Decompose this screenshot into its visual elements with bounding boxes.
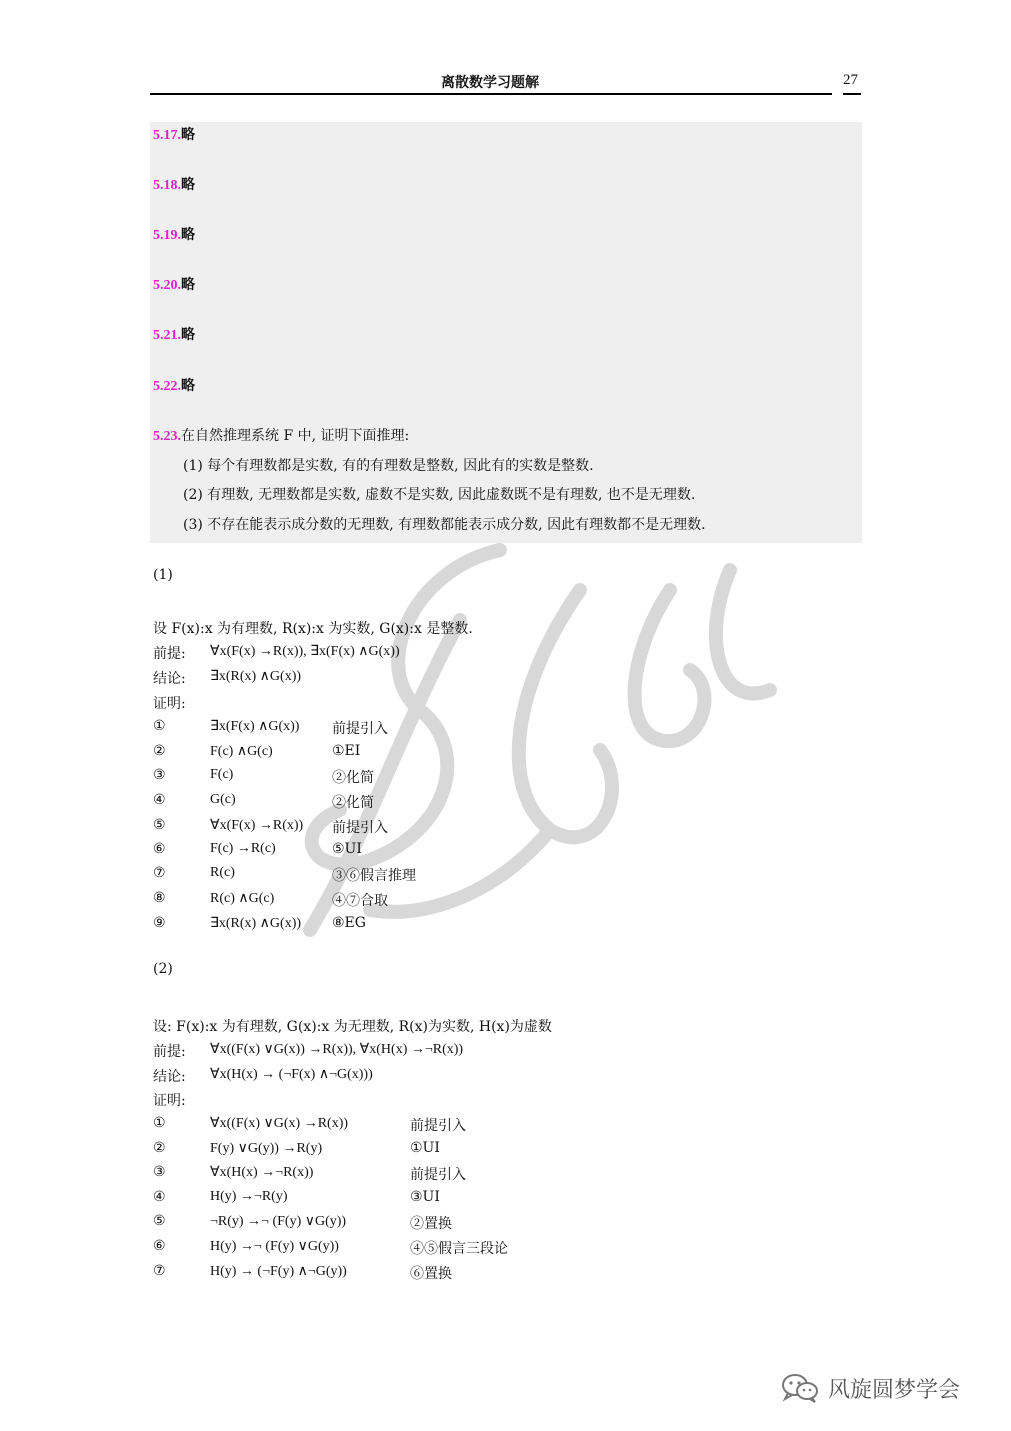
step-reason: ②化简 [332,770,374,786]
part-1-premise: ∀x(F(x) →R(x)), ∃x(F(x) ∧G(x)) [210,644,400,659]
step-reason: ①UI [410,1140,440,1156]
part-1-premise-label: 前提: [153,646,186,662]
step-number: ④ [153,792,166,808]
step-reason: ①EI [332,743,361,759]
part-1-conclusion: ∃x(R(x) ∧G(x)) [210,669,302,684]
step-formula: H(y) →¬ (F(y) ∨G(y)) [210,1239,339,1254]
step-number: ⑥ [153,841,166,857]
step-number: ⑧ [153,890,166,906]
problem-statement-box [150,122,862,543]
running-header-title: 离散数学习题解 [441,75,539,91]
step-number: ⑥ [153,1238,166,1254]
part-1-proof-label: 证明: [153,696,186,712]
step-reason: ②化简 [332,795,374,811]
step-number: ② [153,743,166,759]
step-number: ① [153,718,166,734]
step-formula: F(c) [210,767,234,782]
page-number-rule [843,93,861,95]
part-2-premise-label: 前提: [153,1044,186,1060]
step-formula: F(c) →R(c) [210,841,276,856]
part-2-setup: 设: F(x):x 为有理数, G(x):x 为无理数, R(x)为实数, H(x)为虚数 [153,1019,552,1035]
step-formula: ∃x(R(x) ∧G(x)) [210,916,302,931]
step-formula: ∃x(F(x) ∧G(x)) [210,719,300,734]
step-formula: F(c) ∧G(c) [210,744,273,759]
exercise-5-23-item-1: (1) 每个有理数都是实数, 有的有理数是整数, 因此有的实数是整数. [183,458,594,474]
step-reason: ③UI [410,1189,440,1205]
part-2-conclusion: ∀x(H(x) → (¬F(x) ∧¬G(x))) [210,1067,373,1082]
part-2-premise: ∀x((F(x) ∨G(x)) →R(x)), ∀x(H(x) →¬R(x)) [210,1042,464,1057]
step-reason: ④⑦合取 [332,893,388,909]
header-rule [150,93,832,95]
exercise-5-22: 5.22.略 [153,378,195,394]
exercise-5-17: 5.17.略 [153,127,195,143]
step-number: ⑨ [153,915,166,931]
step-number: ② [153,1140,166,1156]
wechat-icon [780,1372,820,1404]
part-2-label: (2) [153,961,173,977]
step-number: ⑦ [153,865,166,881]
exercise-5-23: 5.23.在自然推理系统 F 中, 证明下面推理: [153,428,410,444]
step-number: ⑤ [153,1213,166,1229]
step-formula: H(y) → (¬F(y) ∧¬G(y)) [210,1264,347,1279]
step-reason: ④⑤假言三段论 [410,1241,508,1257]
step-number: ⑤ [153,817,166,833]
step-formula: ¬R(y) →¬ (F(y) ∨G(y)) [210,1214,347,1229]
step-reason: 前提引入 [410,1167,466,1183]
exercise-5-23-item-3: (3) 不存在能表示成分数的无理数, 有理数都能表示成分数, 因此有理数都不是无理数. [183,517,706,533]
exercise-5-21: 5.21.略 [153,327,195,343]
part-2-conclusion-label: 结论: [153,1069,186,1085]
part-1-conclusion-label: 结论: [153,671,186,687]
step-formula: ∀x((F(x) ∨G(x) →R(x)) [210,1116,349,1131]
step-number: ④ [153,1189,166,1205]
part-2-proof-label: 证明: [153,1093,186,1109]
step-reason: 前提引入 [410,1118,466,1134]
step-formula: H(y) →¬R(y) [210,1189,288,1204]
footer-brand-text: 风旋圆梦学会 [828,1377,961,1403]
step-reason: ⑥置换 [410,1266,452,1282]
page-number: 27 [843,72,858,88]
step-formula: R(c) [210,865,235,880]
step-number: ① [153,1115,166,1131]
step-number: ⑦ [153,1263,166,1279]
step-formula: G(c) [210,792,236,807]
step-formula: ∀x(F(x) →R(x)) [210,818,304,833]
part-1-label: (1) [153,567,173,583]
step-formula: F(y) ∨G(y)) →R(y) [210,1141,323,1156]
exercise-5-19: 5.19.略 [153,227,195,243]
part-1-setup: 设 F(x):x 为有理数, R(x):x 为实数, G(x):x 是整数. [153,621,473,637]
step-formula: ∀x(H(x) →¬R(x)) [210,1165,314,1180]
step-number: ③ [153,1164,166,1180]
step-number: ③ [153,767,166,783]
step-reason: 前提引入 [332,820,388,836]
exercise-5-23-item-2: (2) 有理数, 无理数都是实数, 虚数不是实数, 因此虚数既不是有理数, 也不是无理数. [183,487,696,503]
step-reason: ⑧EG [332,915,366,931]
step-reason: ⑤UI [332,841,362,857]
step-formula: R(c) ∧G(c) [210,891,275,906]
step-reason: ③⑥假言推理 [332,868,416,884]
step-reason: ②置换 [410,1216,452,1232]
exercise-5-18: 5.18.略 [153,177,195,193]
exercise-5-20: 5.20.略 [153,277,195,293]
step-reason: 前提引入 [332,721,388,737]
footer-brand-watermark [780,1372,960,1404]
